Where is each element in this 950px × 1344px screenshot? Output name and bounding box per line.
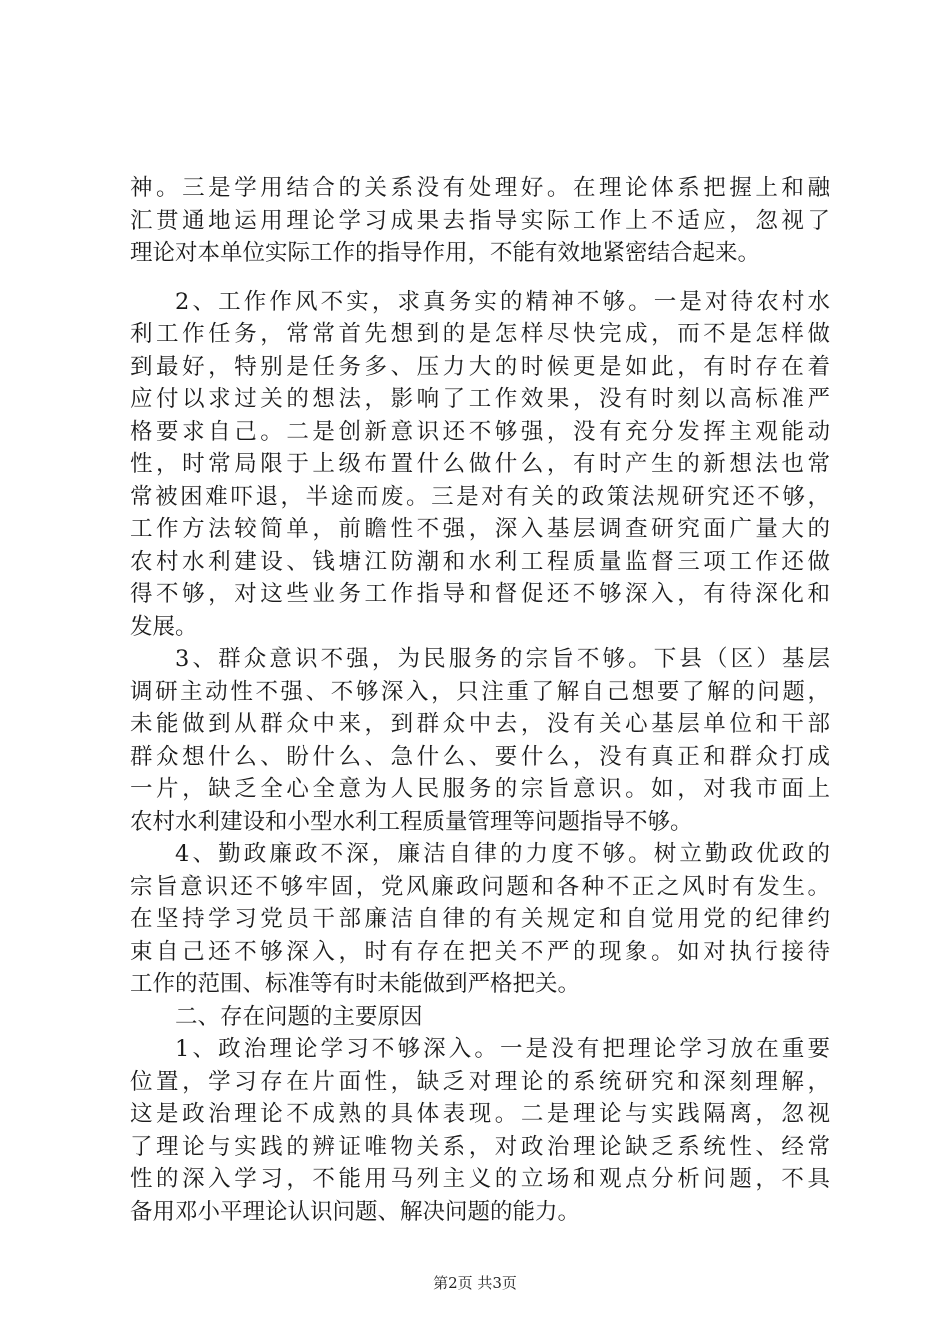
section-heading: 二、存在问题的主要原因 bbox=[175, 1003, 423, 1030]
text-line: 汇贯通地运用理论学习成果去指导实际工作上不适应，忽视了 bbox=[130, 207, 830, 234]
text-line: 一片，缺乏全心全意为人民服务的宗旨意识。如，对我市面上 bbox=[130, 776, 830, 802]
text-line: 神。三是学用结合的关系没有处理好。在理论体系把握上和融 bbox=[130, 175, 830, 201]
text-line: 1、政治理论学习不够深入。一是没有把理论学习放在重要 bbox=[175, 1036, 830, 1062]
text-line: 得不够，对这些业务工作指导和督促还不够深入，有待深化和 bbox=[130, 581, 830, 607]
text-line: 3、群众意识不强，为民服务的宗旨不够。下县（区）基层 bbox=[175, 646, 830, 672]
text-line: 了理论与实践的辨证唯物关系，对政治理论缺乏系统性、经常 bbox=[130, 1133, 830, 1160]
text-line: 工作的范围、标准等有时未能做到严格把关。 bbox=[130, 971, 581, 997]
text-line: 调研主动性不强、不够深入，只注重了解自己想要了解的问题， bbox=[130, 678, 830, 705]
text-line: 束自己还不够深入，时有存在把关不严的现象。如对执行接待 bbox=[130, 938, 830, 965]
text-line: 位置，学习存在片面性，缺乏对理论的系统研究和深刻理解， bbox=[130, 1068, 830, 1095]
text-line: 未能做到从群众中来，到群众中去，没有关心基层单位和干部 bbox=[130, 711, 830, 737]
text-line: 工作方法较简单，前瞻性不强，深入基层调查研究面广量大的 bbox=[130, 516, 830, 542]
text-line: 备用邓小平理论认识问题、解决问题的能力。 bbox=[130, 1198, 581, 1225]
text-line: 应付以求过关的想法，影响了工作效果，没有时刻以高标准严 bbox=[130, 386, 830, 412]
text-line: 理论对本单位实际工作的指导作用，不能有效地紧密结合起来。 bbox=[130, 240, 761, 266]
text-line: 常被困难吓退，半途而废。三是对有关的政策法规研究还不够， bbox=[130, 483, 830, 510]
text-line: 群众想什么、盼什么、急什么、要什么，没有真正和群众打成 bbox=[130, 743, 830, 770]
document-body bbox=[130, 172, 830, 1228]
text-line: 农村水利建设、钱塘江防潮和水利工程质量监督三项工作还做 bbox=[130, 548, 830, 575]
paragraph-gap bbox=[130, 270, 830, 286]
text-line: 性，时常局限于上级布置什么做什么，有时产生的新想法也常 bbox=[130, 451, 830, 477]
text-line: 性的深入学习，不能用马列主义的立场和观点分析问题，不具 bbox=[130, 1166, 830, 1192]
text-line: 4、勤政廉政不深，廉洁自律的力度不够。树立勤政优政的 bbox=[175, 841, 830, 867]
text-line: 发展。 bbox=[130, 613, 198, 640]
text-line: 到最好，特别是任务多、压力大的时候更是如此，有时存在着 bbox=[130, 353, 830, 380]
text-line: 在坚持学习党员干部廉洁自律的有关规定和自觉用党的纪律约 bbox=[130, 906, 830, 932]
text-line: 2、工作作风不实，求真务实的精神不够。一是对待农村水 bbox=[175, 288, 830, 315]
text-line: 农村水利建设和小型水利工程质量管理等问题指导不够。 bbox=[130, 808, 693, 835]
text-line: 这是政治理论不成熟的具体表现。二是理论与实践隔离，忽视 bbox=[130, 1101, 830, 1127]
text-line: 格要求自己。二是创新意识还不够强，没有充分发挥主观能动 bbox=[130, 418, 830, 445]
page-number-footer: 第2页 共3页 bbox=[433, 1274, 517, 1292]
text-line: 利工作任务，常常首先想到的是怎样尽快完成，而不是怎样做 bbox=[130, 321, 830, 347]
text-line: 宗旨意识还不够牢固，党风廉政问题和各种不正之风时有发生。 bbox=[130, 873, 830, 900]
